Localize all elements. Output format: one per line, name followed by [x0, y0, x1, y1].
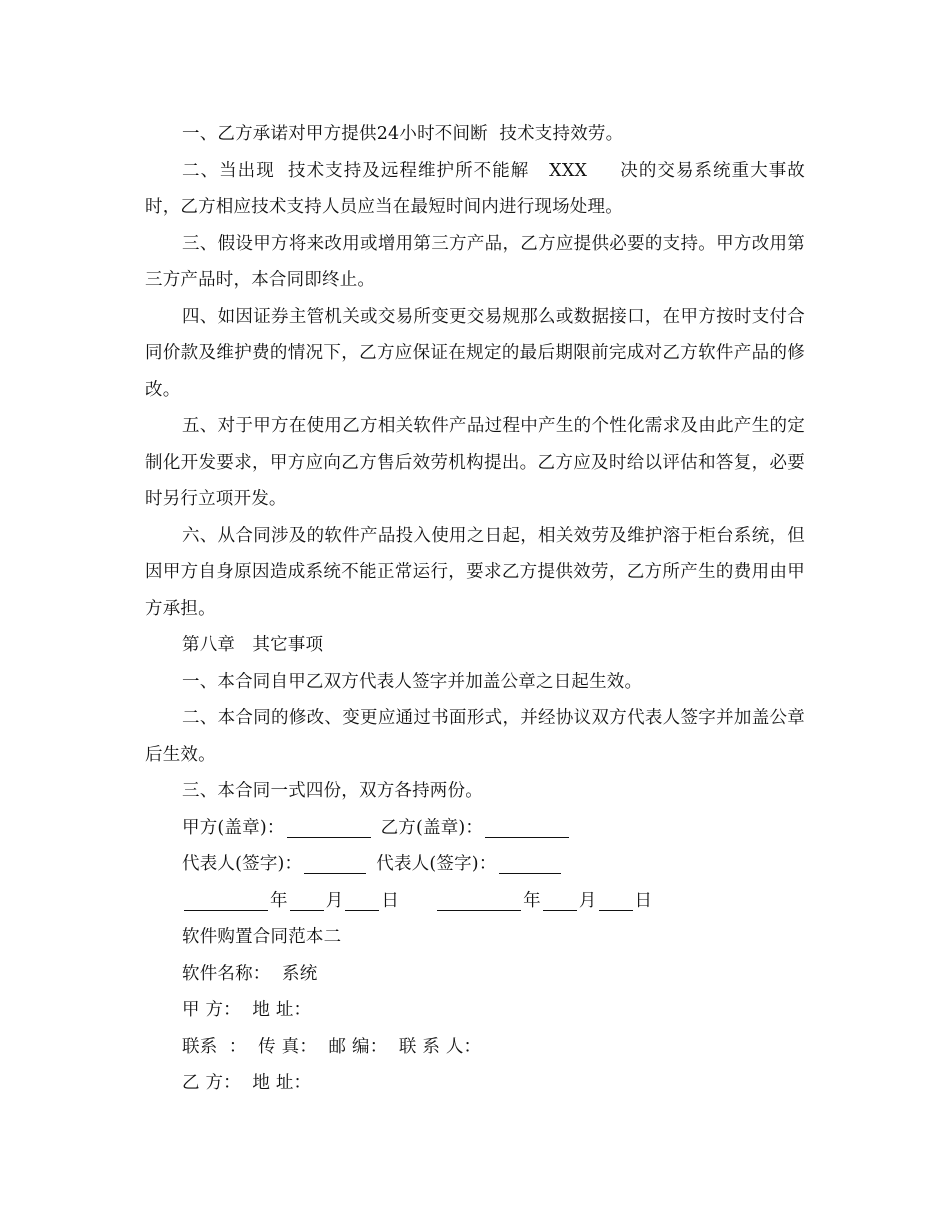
date-a-month: 月 [325, 890, 344, 911]
clause-2: 二、当出现 技术支持及远程维护所不能解 XXX 决的交易系统重大事故时，乙方相应技术支持人员应当在最短时间内进行现场处理。 [145, 160, 805, 217]
party-a-seal-blank [287, 817, 371, 838]
seal-line [145, 810, 805, 847]
chapter-8-clause-1: 一、本合同自甲乙双方代表人签字并加盖公章之日起生效。 [182, 671, 643, 692]
party-a-seal-label: 甲方(盖章)： [182, 817, 285, 838]
clause-6: 六、从合同涉及的软件产品投入使用之日起，相关效劳及维护溶于柜台系统，但因甲方自身原因造成系统不能正常运行，要求乙方提供效劳，乙方所产生的费用由甲方承担。 [145, 525, 805, 619]
date-a-day: 日 [381, 890, 400, 911]
chapter-8-clause-3: 三、本合同一式四份，双方各持两份。 [182, 781, 483, 801]
contact-line: 联系 ： 传 真： 邮 编： 联 系 人： [182, 1036, 482, 1057]
date-a-day-blank [345, 890, 379, 911]
chapter-8-clause-2: 二、本合同的修改、变更应通过书面形式，并经协议双方代表人签字并加盖公章后生效。 [145, 708, 805, 765]
date-line [145, 883, 805, 920]
date-b-year: 年 [523, 890, 541, 911]
date-b-month: 月 [578, 890, 597, 911]
date-a-month-blank [290, 890, 324, 911]
clause-5: 五、对于甲方在使用乙方相关软件产品过程中产生的个性化需求及由此产生的定制化开发要求，甲方应向乙方售后效劳机构提出。乙方应及时给以评估和答复，必要时另行立项开发。 [145, 416, 805, 509]
rep-b-label: 代表人(签字)： [376, 854, 497, 874]
chapter-8-heading: 第八章 其它事项 [182, 635, 324, 655]
contract-text [145, 116, 805, 1102]
date-b-day-blank [599, 890, 633, 911]
date-b-month-blank [543, 890, 577, 911]
representative-line [145, 846, 805, 883]
party-b-address-line: 乙 方： 地 址： [182, 1073, 312, 1093]
rep-a-blank [304, 853, 366, 874]
party-b-seal-label: 乙方(盖章)： [380, 817, 484, 838]
rep-a-label: 代表人(签字)： [182, 854, 303, 874]
date-a-year: 年 [270, 890, 288, 911]
sample-two-title: 软件购置合同范本二 [182, 927, 342, 947]
clause-1: 一、乙方承诺对甲方提供24小时不间断 技术支持效劳。 [182, 124, 624, 144]
date-b-year-blank [437, 890, 521, 911]
date-a-year-blank [184, 890, 268, 911]
party-a-address-line: 甲 方： 地 址： [182, 1000, 312, 1020]
software-name-line: 软件名称： 系统 [182, 963, 318, 984]
clause-3: 三、假设甲方将来改用或增用第三方产品，乙方应提供必要的支持。甲方改用第三方产品时，本合同即终止。 [145, 233, 805, 290]
party-b-seal-blank [485, 817, 569, 838]
date-b-day: 日 [634, 890, 653, 911]
clause-4: 四、如因证券主管机关或交易所变更交易规那么或数据接口，在甲方按时支付合同价款及维护费的情况下，乙方应保证在规定的最后期限前完成对乙方软件产品的修改。 [145, 306, 805, 400]
rep-b-blank [499, 853, 561, 874]
